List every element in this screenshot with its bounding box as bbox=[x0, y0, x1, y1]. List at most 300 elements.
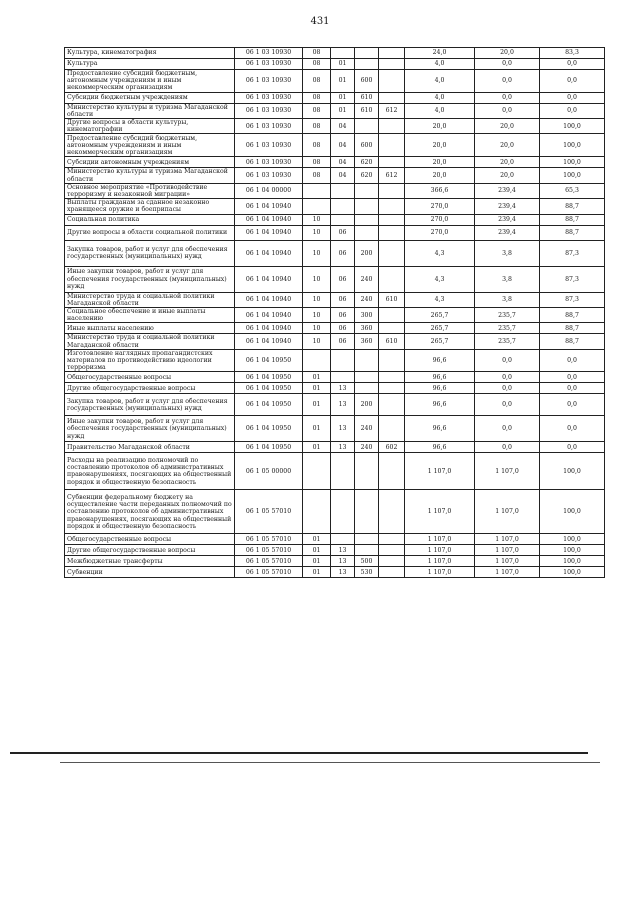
cell-vr bbox=[355, 453, 379, 490]
table-row bbox=[65, 157, 605, 168]
cell-section: 01 bbox=[303, 567, 331, 578]
cell-v2: 20,0 bbox=[475, 134, 540, 157]
cell-section: 08 bbox=[303, 103, 331, 118]
cell-subsection: 01 bbox=[331, 92, 355, 103]
cell-name: Закупка товаров, работ и услуг для обеспечения государственных (муниципальных) нужд bbox=[65, 394, 235, 416]
cell-code: 06 1 04 10950 bbox=[235, 372, 303, 383]
cell-subsection: 06 bbox=[331, 323, 355, 334]
cell-v1: 96,6 bbox=[405, 442, 475, 453]
cell-v3: 88,7 bbox=[540, 308, 605, 323]
cell-section: 01 bbox=[303, 442, 331, 453]
cell-code: 06 1 04 10940 bbox=[235, 240, 303, 266]
cell-v2: 239,4 bbox=[475, 214, 540, 225]
cell-name: Предоставление субсидий бюджетным, автономным учреждениям и иным некоммерческим организациям bbox=[65, 134, 235, 157]
cell-v2: 0,0 bbox=[475, 442, 540, 453]
cell-name: Другие общегосударственные вопросы bbox=[65, 383, 235, 394]
cell-code: 06 1 03 10930 bbox=[235, 134, 303, 157]
cell-section: 08 bbox=[303, 119, 331, 134]
cell-subsection: 13 bbox=[331, 383, 355, 394]
cell-code: 06 1 04 10940 bbox=[235, 323, 303, 334]
table-row bbox=[65, 225, 605, 240]
cell-code: 06 1 04 00000 bbox=[235, 183, 303, 198]
cell-grbs bbox=[379, 119, 405, 134]
cell-subsection: 04 bbox=[331, 119, 355, 134]
cell-grbs bbox=[379, 372, 405, 383]
cell-vr: 200 bbox=[355, 394, 379, 416]
cell-vr: 200 bbox=[355, 240, 379, 266]
cell-subsection bbox=[331, 490, 355, 534]
cell-v1: 20,0 bbox=[405, 134, 475, 157]
cell-section: 08 bbox=[303, 48, 331, 59]
cell-v3: 100,0 bbox=[540, 119, 605, 134]
cell-v2: 20,0 bbox=[475, 119, 540, 134]
cell-v2: 3,8 bbox=[475, 240, 540, 266]
cell-v3: 88,7 bbox=[540, 323, 605, 334]
cell-vr: 600 bbox=[355, 70, 379, 93]
cell-code: 06 1 03 10930 bbox=[235, 103, 303, 118]
table-row bbox=[65, 292, 605, 307]
cell-v1: 1 107,0 bbox=[405, 534, 475, 545]
table-row bbox=[65, 323, 605, 334]
cell-grbs bbox=[379, 308, 405, 323]
cell-v1: 96,6 bbox=[405, 416, 475, 442]
cell-section bbox=[303, 199, 331, 214]
cell-section: 01 bbox=[303, 545, 331, 556]
cell-code: 06 1 04 10940 bbox=[235, 214, 303, 225]
cell-v1: 4,3 bbox=[405, 292, 475, 307]
cell-grbs bbox=[379, 214, 405, 225]
cell-grbs: 602 bbox=[379, 442, 405, 453]
cell-v1: 270,0 bbox=[405, 214, 475, 225]
cell-v1: 265,7 bbox=[405, 308, 475, 323]
table-row bbox=[65, 183, 605, 198]
cell-code: 06 1 03 10930 bbox=[235, 48, 303, 59]
cell-v1: 1 107,0 bbox=[405, 545, 475, 556]
cell-section bbox=[303, 349, 331, 372]
cell-name: Субсидии бюджетным учреждениям bbox=[65, 92, 235, 103]
cell-section: 10 bbox=[303, 323, 331, 334]
cell-name: Субвенции федеральному бюджету на осуществление части переданных полномочий по составлению протоколов об административных правонарушениях, посягающих на общественный порядок и общественную безопасность bbox=[65, 490, 235, 534]
cell-name: Основное мероприятие «Противодействие терроризму и незаконной миграции» bbox=[65, 183, 235, 198]
cell-vr bbox=[355, 490, 379, 534]
cell-v3: 0,0 bbox=[540, 394, 605, 416]
cell-section: 01 bbox=[303, 556, 331, 567]
footer-rule bbox=[10, 752, 588, 754]
cell-v2: 0,0 bbox=[475, 349, 540, 372]
cell-v1: 265,7 bbox=[405, 323, 475, 334]
cell-v1: 265,7 bbox=[405, 334, 475, 349]
cell-name: Выплаты гражданам за сданное незаконно хранящееся оружие и боеприпасы bbox=[65, 199, 235, 214]
cell-v2: 0,0 bbox=[475, 383, 540, 394]
cell-grbs bbox=[379, 134, 405, 157]
cell-grbs: 610 bbox=[379, 292, 405, 307]
cell-v1: 4,0 bbox=[405, 59, 475, 70]
cell-name: Культура, кинематография bbox=[65, 48, 235, 59]
cell-name: Социальная политика bbox=[65, 214, 235, 225]
budget-table bbox=[64, 47, 605, 578]
cell-section: 10 bbox=[303, 334, 331, 349]
cell-grbs bbox=[379, 545, 405, 556]
cell-code: 06 1 04 10940 bbox=[235, 199, 303, 214]
cell-v1: 20,0 bbox=[405, 157, 475, 168]
cell-vr: 620 bbox=[355, 157, 379, 168]
cell-vr: 240 bbox=[355, 442, 379, 453]
cell-vr: 360 bbox=[355, 323, 379, 334]
cell-vr: 240 bbox=[355, 292, 379, 307]
cell-code: 06 1 03 10930 bbox=[235, 70, 303, 93]
cell-subsection bbox=[331, 48, 355, 59]
cell-subsection: 06 bbox=[331, 225, 355, 240]
cell-grbs bbox=[379, 394, 405, 416]
table-row bbox=[65, 70, 605, 93]
cell-v3: 0,0 bbox=[540, 70, 605, 93]
cell-section: 01 bbox=[303, 372, 331, 383]
cell-v2: 0,0 bbox=[475, 394, 540, 416]
cell-grbs bbox=[379, 534, 405, 545]
table-row bbox=[65, 308, 605, 323]
cell-v1: 4,0 bbox=[405, 103, 475, 118]
cell-v3: 100,0 bbox=[540, 453, 605, 490]
cell-vr bbox=[355, 119, 379, 134]
cell-v2: 0,0 bbox=[475, 416, 540, 442]
cell-code: 06 1 05 57010 bbox=[235, 490, 303, 534]
cell-vr: 600 bbox=[355, 134, 379, 157]
cell-subsection: 13 bbox=[331, 556, 355, 567]
cell-v3: 88,7 bbox=[540, 334, 605, 349]
cell-name: Социальное обеспечение и иные выплаты населению bbox=[65, 308, 235, 323]
table-row bbox=[65, 372, 605, 383]
cell-v2: 20,0 bbox=[475, 168, 540, 183]
cell-vr bbox=[355, 214, 379, 225]
cell-v2: 1 107,0 bbox=[475, 490, 540, 534]
cell-subsection bbox=[331, 349, 355, 372]
cell-grbs bbox=[379, 323, 405, 334]
cell-v3: 100,0 bbox=[540, 134, 605, 157]
cell-v2: 239,4 bbox=[475, 225, 540, 240]
cell-grbs bbox=[379, 567, 405, 578]
cell-v1: 20,0 bbox=[405, 168, 475, 183]
table-row bbox=[65, 556, 605, 567]
cell-grbs bbox=[379, 59, 405, 70]
cell-grbs bbox=[379, 266, 405, 292]
cell-code: 06 1 04 10940 bbox=[235, 292, 303, 307]
table-row bbox=[65, 416, 605, 442]
cell-name: Расходы на реализацию полномочий по составлению протоколов об административных правонарушениях, посягающих на общественный порядок и общественную безопасность bbox=[65, 453, 235, 490]
cell-v2: 20,0 bbox=[475, 48, 540, 59]
cell-v3: 0,0 bbox=[540, 383, 605, 394]
table-row bbox=[65, 103, 605, 118]
cell-code: 06 1 04 10940 bbox=[235, 334, 303, 349]
cell-v3: 100,0 bbox=[540, 545, 605, 556]
cell-section: 01 bbox=[303, 383, 331, 394]
cell-subsection: 01 bbox=[331, 103, 355, 118]
table-row bbox=[65, 266, 605, 292]
cell-subsection: 13 bbox=[331, 416, 355, 442]
cell-vr bbox=[355, 59, 379, 70]
table-row bbox=[65, 119, 605, 134]
cell-v2: 1 107,0 bbox=[475, 556, 540, 567]
table-row bbox=[65, 168, 605, 183]
cell-v3: 88,7 bbox=[540, 199, 605, 214]
cell-v3: 0,0 bbox=[540, 372, 605, 383]
table-row bbox=[65, 59, 605, 70]
cell-vr: 620 bbox=[355, 168, 379, 183]
cell-code: 06 1 03 10930 bbox=[235, 92, 303, 103]
table-body bbox=[65, 48, 605, 578]
cell-v3: 87,3 bbox=[540, 266, 605, 292]
cell-grbs: 610 bbox=[379, 334, 405, 349]
table-row bbox=[65, 534, 605, 545]
cell-name: Другие вопросы в области культуры, кинематографии bbox=[65, 119, 235, 134]
cell-section: 08 bbox=[303, 92, 331, 103]
cell-section: 01 bbox=[303, 394, 331, 416]
cell-grbs bbox=[379, 453, 405, 490]
cell-v1: 96,6 bbox=[405, 372, 475, 383]
cell-subsection: 01 bbox=[331, 70, 355, 93]
cell-v3: 83,3 bbox=[540, 48, 605, 59]
cell-v1: 20,0 bbox=[405, 119, 475, 134]
cell-vr: 300 bbox=[355, 308, 379, 323]
cell-v2: 0,0 bbox=[475, 103, 540, 118]
cell-v3: 100,0 bbox=[540, 168, 605, 183]
cell-v2: 1 107,0 bbox=[475, 534, 540, 545]
cell-name: Иные закупки товаров, работ и услуг для обеспечения государственных (муниципальных) нужд bbox=[65, 416, 235, 442]
cell-vr bbox=[355, 225, 379, 240]
table-row bbox=[65, 134, 605, 157]
cell-vr bbox=[355, 199, 379, 214]
cell-code: 06 1 03 10930 bbox=[235, 59, 303, 70]
cell-v2: 1 107,0 bbox=[475, 453, 540, 490]
cell-vr bbox=[355, 48, 379, 59]
cell-subsection: 13 bbox=[331, 394, 355, 416]
cell-grbs bbox=[379, 70, 405, 93]
cell-v2: 20,0 bbox=[475, 157, 540, 168]
cell-code: 06 1 05 57010 bbox=[235, 534, 303, 545]
cell-section: 08 bbox=[303, 157, 331, 168]
cell-v1: 270,0 bbox=[405, 225, 475, 240]
cell-section: 08 bbox=[303, 70, 331, 93]
cell-v1: 96,6 bbox=[405, 383, 475, 394]
cell-subsection: 13 bbox=[331, 442, 355, 453]
cell-subsection: 06 bbox=[331, 292, 355, 307]
cell-section: 08 bbox=[303, 134, 331, 157]
cell-code: 06 1 04 10940 bbox=[235, 225, 303, 240]
cell-subsection bbox=[331, 214, 355, 225]
cell-code: 06 1 05 00000 bbox=[235, 453, 303, 490]
cell-vr bbox=[355, 534, 379, 545]
cell-v1: 4,0 bbox=[405, 92, 475, 103]
cell-name: Правительство Магаданской области bbox=[65, 442, 235, 453]
cell-v2: 235,7 bbox=[475, 308, 540, 323]
cell-section: 01 bbox=[303, 416, 331, 442]
cell-v1: 96,6 bbox=[405, 349, 475, 372]
cell-v2: 0,0 bbox=[475, 92, 540, 103]
table-row bbox=[65, 490, 605, 534]
cell-section: 10 bbox=[303, 292, 331, 307]
cell-subsection bbox=[331, 453, 355, 490]
cell-v3: 0,0 bbox=[540, 349, 605, 372]
cell-grbs bbox=[379, 199, 405, 214]
cell-v2: 0,0 bbox=[475, 372, 540, 383]
cell-v3: 88,7 bbox=[540, 214, 605, 225]
cell-section: 10 bbox=[303, 240, 331, 266]
cell-vr: 500 bbox=[355, 556, 379, 567]
cell-code: 06 1 05 57010 bbox=[235, 567, 303, 578]
cell-v3: 100,0 bbox=[540, 157, 605, 168]
cell-v2: 235,7 bbox=[475, 334, 540, 349]
cell-code: 06 1 03 10930 bbox=[235, 119, 303, 134]
cell-name: Общегосударственные вопросы bbox=[65, 534, 235, 545]
cell-v3: 0,0 bbox=[540, 416, 605, 442]
cell-grbs: 612 bbox=[379, 168, 405, 183]
cell-name: Субсидии автономным учреждениям bbox=[65, 157, 235, 168]
cell-code: 06 1 04 10950 bbox=[235, 383, 303, 394]
cell-subsection bbox=[331, 372, 355, 383]
cell-subsection: 04 bbox=[331, 168, 355, 183]
cell-name: Министерство культуры и туризма Магаданской области bbox=[65, 103, 235, 118]
cell-grbs bbox=[379, 183, 405, 198]
cell-name: Министерство труда и социальной политики Магаданской области bbox=[65, 334, 235, 349]
cell-grbs bbox=[379, 383, 405, 394]
cell-section: 08 bbox=[303, 168, 331, 183]
cell-code: 06 1 05 57010 bbox=[235, 545, 303, 556]
cell-vr: 240 bbox=[355, 266, 379, 292]
cell-subsection: 01 bbox=[331, 59, 355, 70]
cell-v2: 0,0 bbox=[475, 70, 540, 93]
cell-code: 06 1 04 10940 bbox=[235, 308, 303, 323]
cell-code: 06 1 04 10950 bbox=[235, 349, 303, 372]
cell-name: Культура bbox=[65, 59, 235, 70]
cell-code: 06 1 05 57010 bbox=[235, 556, 303, 567]
cell-vr bbox=[355, 383, 379, 394]
cell-v3: 100,0 bbox=[540, 534, 605, 545]
cell-v3: 0,0 bbox=[540, 442, 605, 453]
cell-v1: 1 107,0 bbox=[405, 556, 475, 567]
cell-name: Другие вопросы в области социальной политики bbox=[65, 225, 235, 240]
cell-subsection: 13 bbox=[331, 545, 355, 556]
cell-grbs bbox=[379, 92, 405, 103]
table-row bbox=[65, 48, 605, 59]
cell-v3: 87,3 bbox=[540, 240, 605, 266]
cell-v3: 87,3 bbox=[540, 292, 605, 307]
cell-vr bbox=[355, 545, 379, 556]
cell-section bbox=[303, 183, 331, 198]
table-row bbox=[65, 214, 605, 225]
cell-grbs bbox=[379, 416, 405, 442]
cell-grbs bbox=[379, 225, 405, 240]
table-row bbox=[65, 349, 605, 372]
cell-v1: 4,3 bbox=[405, 240, 475, 266]
cell-v1: 1 107,0 bbox=[405, 567, 475, 578]
cell-subsection: 13 bbox=[331, 567, 355, 578]
cell-grbs bbox=[379, 157, 405, 168]
cell-v2: 239,4 bbox=[475, 199, 540, 214]
cell-name: Иные закупки товаров, работ и услуг для обеспечения государственных (муниципальных) нужд bbox=[65, 266, 235, 292]
cell-section: 01 bbox=[303, 534, 331, 545]
cell-code: 06 1 03 10930 bbox=[235, 168, 303, 183]
table-row bbox=[65, 383, 605, 394]
cell-v2: 235,7 bbox=[475, 323, 540, 334]
cell-v3: 100,0 bbox=[540, 567, 605, 578]
table-row bbox=[65, 545, 605, 556]
table-row bbox=[65, 453, 605, 490]
cell-subsection: 06 bbox=[331, 308, 355, 323]
cell-name: Другие общегосударственные вопросы bbox=[65, 545, 235, 556]
cell-name: Изготовление наглядных пропагандистских материалов по противодействию идеологии терроризма bbox=[65, 349, 235, 372]
cell-v1: 24,0 bbox=[405, 48, 475, 59]
cell-code: 06 1 04 10950 bbox=[235, 416, 303, 442]
cell-subsection: 04 bbox=[331, 157, 355, 168]
cell-v2: 239,4 bbox=[475, 183, 540, 198]
cell-code: 06 1 04 10950 bbox=[235, 394, 303, 416]
cell-v1: 4,0 bbox=[405, 70, 475, 93]
cell-v3: 0,0 bbox=[540, 59, 605, 70]
cell-v1: 96,6 bbox=[405, 394, 475, 416]
cell-subsection: 06 bbox=[331, 240, 355, 266]
footer-rule-thin bbox=[60, 762, 600, 763]
cell-grbs bbox=[379, 349, 405, 372]
cell-vr: 360 bbox=[355, 334, 379, 349]
table-row bbox=[65, 240, 605, 266]
table-row bbox=[65, 567, 605, 578]
cell-v2: 1 107,0 bbox=[475, 567, 540, 578]
cell-vr: 530 bbox=[355, 567, 379, 578]
cell-v1: 270,0 bbox=[405, 199, 475, 214]
cell-name: Министерство труда и социальной политики Магаданской области bbox=[65, 292, 235, 307]
cell-code: 06 1 04 10940 bbox=[235, 266, 303, 292]
cell-v1: 366,6 bbox=[405, 183, 475, 198]
table-row bbox=[65, 442, 605, 453]
cell-v2: 0,0 bbox=[475, 59, 540, 70]
cell-name: Предоставление субсидий бюджетным, автономным учреждениям и иным некоммерческим организациям bbox=[65, 70, 235, 93]
cell-vr: 240 bbox=[355, 416, 379, 442]
cell-grbs: 612 bbox=[379, 103, 405, 118]
cell-name: Общегосударственные вопросы bbox=[65, 372, 235, 383]
cell-v3: 88,7 bbox=[540, 225, 605, 240]
table-row bbox=[65, 199, 605, 214]
cell-vr bbox=[355, 349, 379, 372]
cell-grbs bbox=[379, 48, 405, 59]
cell-name: Межбюджетные трансферты bbox=[65, 556, 235, 567]
cell-name: Закупка товаров, работ и услуг для обеспечения государственных (муниципальных) нужд bbox=[65, 240, 235, 266]
cell-v3: 100,0 bbox=[540, 490, 605, 534]
cell-section: 10 bbox=[303, 225, 331, 240]
cell-grbs bbox=[379, 556, 405, 567]
cell-subsection bbox=[331, 199, 355, 214]
cell-v2: 1 107,0 bbox=[475, 545, 540, 556]
table-row bbox=[65, 334, 605, 349]
cell-grbs bbox=[379, 490, 405, 534]
cell-vr: 610 bbox=[355, 92, 379, 103]
cell-section: 10 bbox=[303, 214, 331, 225]
cell-v2: 3,8 bbox=[475, 292, 540, 307]
cell-v3: 0,0 bbox=[540, 92, 605, 103]
cell-v3: 0,0 bbox=[540, 103, 605, 118]
cell-v1: 1 107,0 bbox=[405, 453, 475, 490]
cell-subsection: 06 bbox=[331, 334, 355, 349]
cell-v1: 4,3 bbox=[405, 266, 475, 292]
cell-v2: 3,8 bbox=[475, 266, 540, 292]
cell-code: 06 1 03 10930 bbox=[235, 157, 303, 168]
cell-vr bbox=[355, 372, 379, 383]
cell-subsection bbox=[331, 183, 355, 198]
cell-section: 10 bbox=[303, 266, 331, 292]
cell-subsection: 04 bbox=[331, 134, 355, 157]
cell-section: 10 bbox=[303, 308, 331, 323]
cell-code: 06 1 04 10950 bbox=[235, 442, 303, 453]
cell-v3: 65,3 bbox=[540, 183, 605, 198]
cell-section bbox=[303, 453, 331, 490]
